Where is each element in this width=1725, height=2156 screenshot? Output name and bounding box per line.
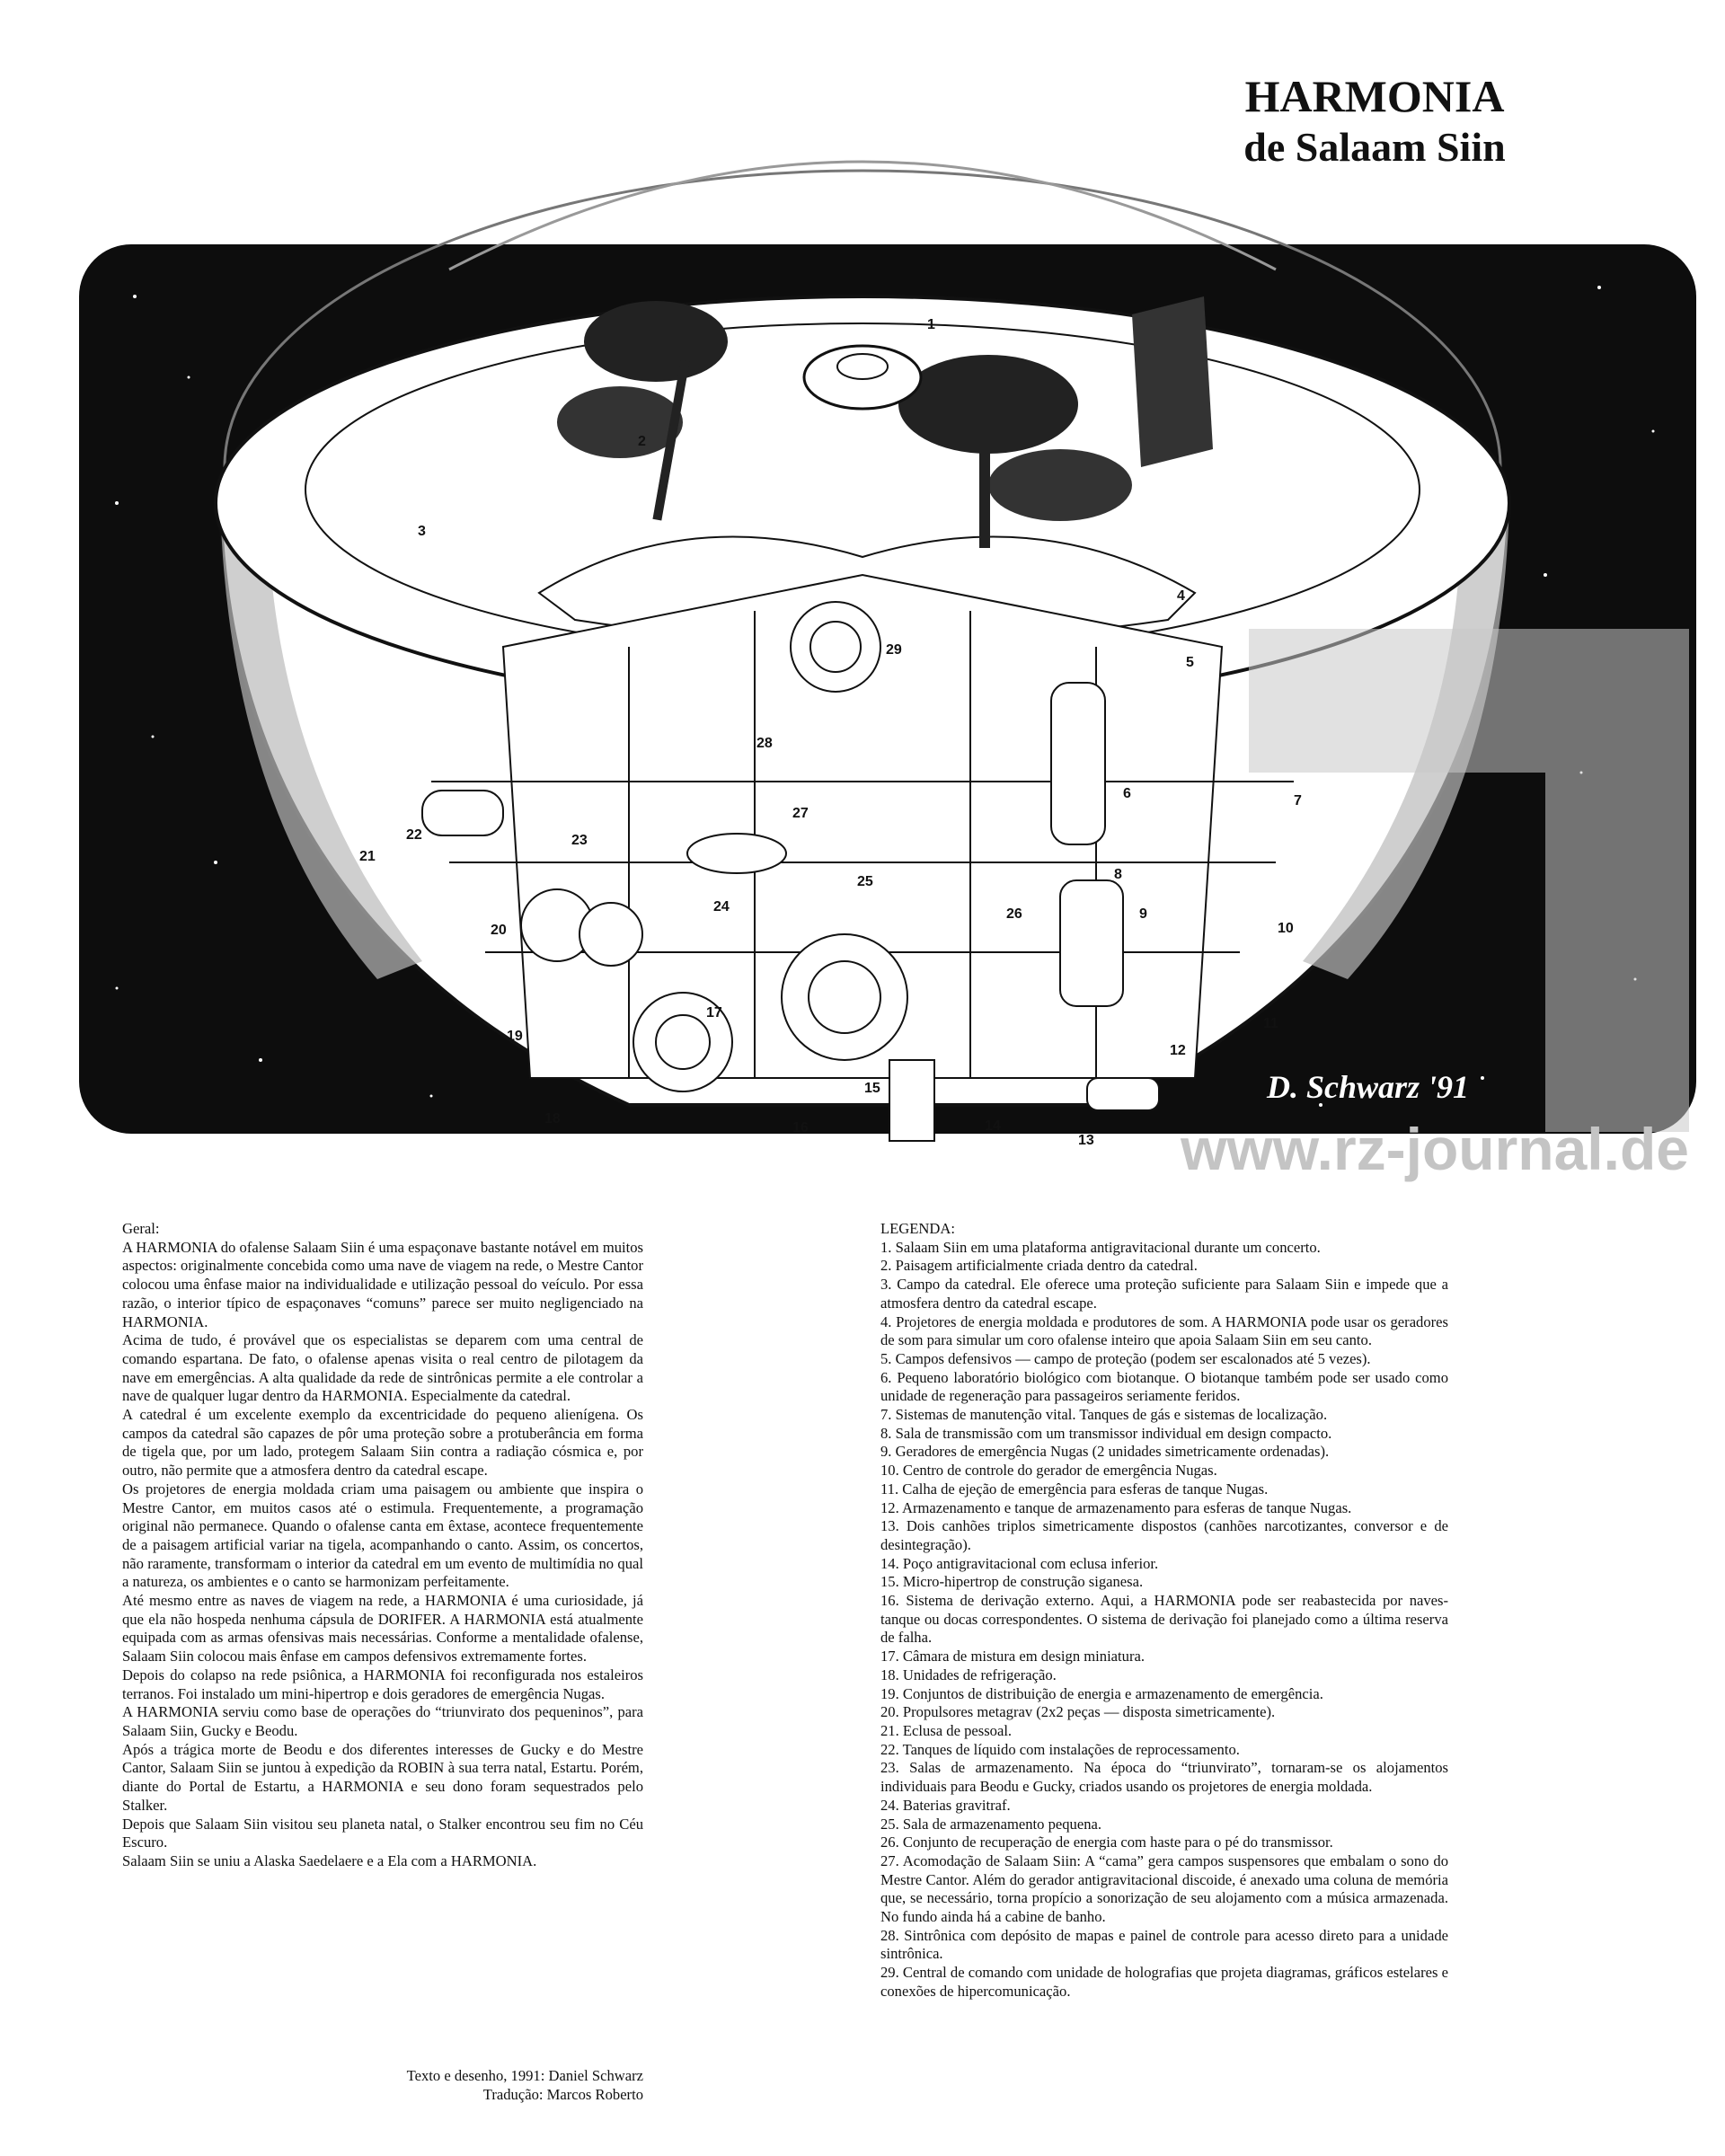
legend-item: 7. Sistemas de manutenção vital. Tanques de gás e sistemas de localização. (880, 1406, 1328, 1424)
callout-23: 23 (571, 833, 588, 848)
callout-10: 10 (1278, 921, 1294, 936)
legend-item: 9. Geradores de emergência Nugas (2 unidades simetricamente ordenadas). (880, 1443, 1330, 1461)
callout-1: 1 (927, 317, 935, 332)
callout-17: 17 (706, 1005, 722, 1021)
callout-14: 14 (985, 1118, 1001, 1134)
legend-item: 2. Paisagem artificialmente criada dentro da catedral. (880, 1257, 1198, 1275)
callout-24: 24 (713, 899, 730, 915)
legend-item: 23. Salas de armazenamento. Na época do “triunvirato”, tornaram-se os alojamentos individuais para Beodu e Gucky, criados usando os projetores de energia moldada. (880, 1759, 1448, 1796)
callout-6: 6 (1123, 786, 1131, 801)
page-title: HARMONIA (1244, 71, 1505, 121)
callout-4: 4 (1177, 588, 1185, 604)
legend-item: 25. Sala de armazenamento pequena. (880, 1815, 1102, 1833)
callout-21: 21 (359, 849, 376, 864)
general-paragraph: Após a trágica morte de Beodu e dos diferentes interesses de Gucky e do Mestre Cantor, Salaam Siin se juntou à expedição da ROBIN à sua terra natal, Estartu. Porém, diante do Portal de Estartu, a HARMONIA e seu dono foram sequestrados pelo Stalker. (122, 1740, 643, 1814)
callout-19: 19 (507, 1029, 523, 1044)
watermark-text: www.rz-journal.de (1181, 1116, 1689, 1182)
concert-platform (804, 346, 921, 409)
legend-item: 10. Centro de controle do gerador de emergência Nugas. (880, 1462, 1217, 1480)
legend-item: 22. Tanques de líquido com instalações de reprocessamento. (880, 1740, 1240, 1758)
callout-16: 16 (792, 1120, 809, 1135)
callout-20: 20 (491, 923, 507, 938)
legend-item: 17. Câmara de mistura em design miniatura. (880, 1648, 1145, 1666)
callout-3: 3 (418, 524, 426, 539)
legend-item: 6. Pequeno laboratório biológico com biotanque. O biotanque também pode ser usado como unidade de regeneração para passageiros seriamente feridos. (880, 1368, 1448, 1405)
general-section (122, 1220, 643, 1871)
callout-28: 28 (756, 736, 773, 751)
legend-item: 29. Central de comando com unidade de holografias que projeta diagramas, gráficos estelares e conexões de hipercomunicação. (880, 1964, 1448, 2000)
legend-item: 15. Micro-hipertrop de construção siganesa. (880, 1573, 1144, 1591)
signature: D. Schwarz '91 (1267, 1069, 1470, 1105)
legend-item: 28. Sintrônica com depósito de mapas e painel de controle para acesso direto para a unidade sintrônica. (880, 1926, 1448, 1963)
legend-item: 18. Unidades de refrigeração. (880, 1666, 1057, 1683)
general-paragraph: Até mesmo entre as naves de viagem na rede, a HARMONIA é uma curiosidade, já que ela não hospeda nenhuma cápsula de DORIFER. A HARMONIA está atualmente equipada com as armas ofensivas mais necessárias. Conforme a mentalidade ofalense, Salaam Siin colocou mais ênfase em campos defensivos extremamente fortes. (122, 1592, 643, 1666)
legend-item: 3. Campo da catedral. Ele oferece uma proteção suficiente para Salaam Siin e impede que a atmosfera dentro da catedral escape. (880, 1276, 1448, 1312)
credits (122, 2066, 643, 2104)
general-paragraph: Depois do colapso na rede psiônica, a HARMONIA foi reconfigurada nos estaleiros terranos. Foi instalado um mini-hipertrop e dois geradores de emergência Nugas. (122, 1666, 643, 1702)
legend-item: 16. Sistema de derivação externo. Aqui, a HARMONIA pode ser reabastecida por naves-tanque ou docas correspondentes. O sistema de derivação foi planejado como a última reserva de falha. (880, 1592, 1448, 1647)
general-paragraph: Acima de tudo, é provável que os especialistas se deparem com uma central de comando espartana. De fato, o ofalense apenas visita o real centro de pilotagem da nave em emergências. A alta qualidade da rede de sintrônicas permite a ele controlar a nave de qualquer lugar dentro da HARMONIA. Especialmente da catedral. (122, 1331, 643, 1405)
legend-item: 12. Armazenamento e tanque de armazenamento para esferas de tanque Nugas. (880, 1498, 1352, 1516)
legend-list (880, 1239, 1448, 2001)
callout-9: 9 (1139, 906, 1147, 922)
callout-7: 7 (1294, 793, 1302, 808)
callout-18: 18 (544, 1111, 561, 1127)
callout-8: 8 (1114, 867, 1122, 882)
legend-heading: LEGENDA: (880, 1220, 955, 1237)
legend-item: 21. Eclusa de pessoal. (880, 1721, 1013, 1739)
callout-27: 27 (792, 806, 809, 821)
legend-item: 20. Propulsores metagrav (2x2 peças — disposta simetricamente). (880, 1703, 1276, 1721)
callout-15: 15 (864, 1081, 880, 1096)
legend-item: 11. Calha de ejeção de emergência para esferas de tanque Nugas. (880, 1480, 1269, 1498)
legend-item: 14. Poço antigravitacional com eclusa inferior. (880, 1554, 1159, 1572)
page-subtitle: de Salaam Siin (1243, 124, 1506, 170)
general-paragraph: A HARMONIA serviu como base de operações do “triunvirato dos pequeninos”, para Salaam Siin, Gucky e Beodu. (122, 1703, 643, 1739)
general-heading: Geral: (122, 1220, 160, 1237)
interior-decks (422, 575, 1294, 1141)
callout-29: 29 (886, 642, 902, 658)
general-paragraph: Salaam Siin se uniu a Alaska Saedelaere e a Ela com a HARMONIA. (122, 1851, 537, 1869)
legend-item: 24. Baterias gravitraf. (880, 1796, 1011, 1814)
legend-item: 27. Acomodação de Salaam Siin: A “cama” gera campos suspensores que embalam o sono do Mestre Cantor. Além do gerador antigravitacional discoide, é anexado uma coluna de memória que, se necessário, torna propício a sonorização de seu alojamento com a música armazenada. No fundo ainda há a cabine de banho. (880, 1851, 1448, 1926)
legend-item: 5. Campos defensivos — campo de proteção (podem ser escalonados até 5 vezes). (880, 1349, 1371, 1367)
callout-26: 26 (1006, 906, 1022, 922)
general-paragraph: A catedral é um excelente exemplo da excentricidade do pequeno alienígena. Os campos da catedral são capazes de pôr uma proteção sobre a protuberância em forma de tigela que, por um lado, protegem Salaam Siin contra a radiação cósmica e, por outro, não permite que a atmosfera dentro da catedral escape. (122, 1406, 643, 1480)
legend-item: 1. Salaam Siin em uma plataforma antigravitacional durante um concerto. (880, 1238, 1321, 1256)
legend-item: 13. Dois canhões triplos simetricamente dispostos (canhões narcotizantes, conversor e de desintegração). (880, 1517, 1448, 1553)
general-paragraph: Os projetores de energia moldada criam uma paisagem ou ambiente que inspira o Mestre Cantor, em muitos casos até o estimula. Frequentemente, a programação original não permanece. Quando o ofalense canta em êxtase, acontece frequentemente de a paisagem artificial variar na tigela, acompanhando o canto. Assim, os concertos, não raramente, transformam o interior da catedral em um evento de multimídia no qual a natureza, os ambientes e o canto se harmonizam perfeitamente. (122, 1480, 643, 1591)
callout-11: 11 (1263, 1016, 1278, 1031)
legend-item: 4. Projetores de energia moldada e produtores de som. A HARMONIA pode usar os geradores de som para simular um coro ofalense inteiro que apoia Salaam Siin em seu canto. (880, 1312, 1448, 1349)
callout-13: 13 (1078, 1133, 1094, 1148)
callout-12: 12 (1170, 1043, 1186, 1058)
legend-item: 19. Conjuntos de distribuição de energia e armazenamento de emergência. (880, 1684, 1323, 1702)
callout-25: 25 (857, 874, 873, 889)
callout-5: 5 (1186, 655, 1194, 670)
legend-item: 26. Conjunto de recuperação de energia com haste para o pé do transmissor. (880, 1833, 1333, 1851)
credit-text: Texto e desenho, 1991: Daniel Schwarz (406, 2067, 643, 2084)
general-paragraphs (122, 1239, 643, 1871)
legend-section (880, 1220, 1448, 2001)
general-paragraph: A HARMONIA do ofalense Salaam Siin é uma espaçonave bastante notável em muitos aspectos: originalmente concebida como uma nave de viagem na rede, o Mestre Cantor colocou uma ênfase maior na individualidade e utilização pessoal do veículo. Por essa razão, o interior típico de espaçonaves “comuns” parece ser muito negligenciado na HARMONIA. (122, 1238, 643, 1330)
credit-translation: Tradução: Marcos Roberto (482, 2086, 643, 2103)
callout-2: 2 (638, 434, 646, 449)
general-paragraph: Depois que Salaam Siin visitou seu planeta natal, o Stalker encontrou seu fim no Céu Escuro. (122, 1815, 643, 1851)
legend-item: 8. Sala de transmissão com um transmissor individual em design compacto. (880, 1424, 1332, 1442)
callout-22: 22 (406, 827, 422, 843)
